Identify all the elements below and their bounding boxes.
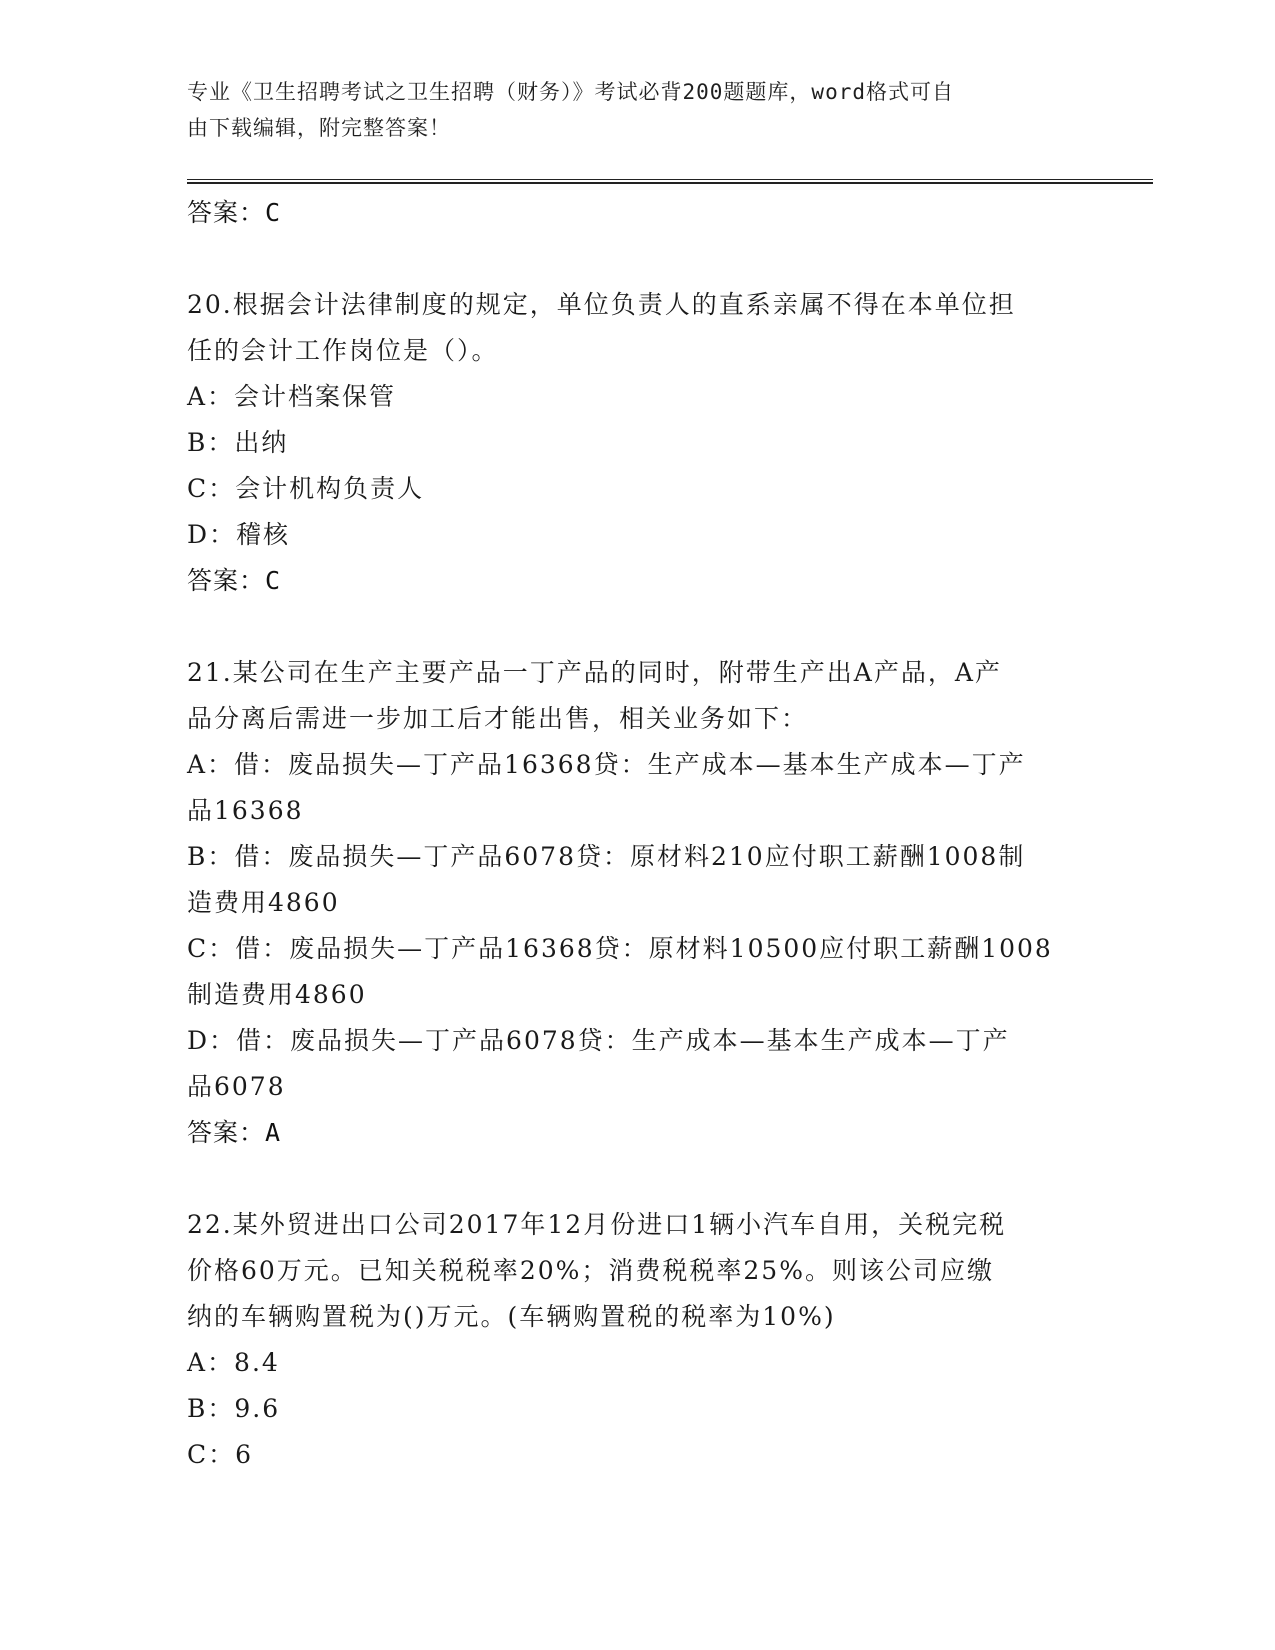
- question-22-text-1: 22.某外贸进出口公司2017年12月份进口1辆小汽车自用，关税完税: [187, 1210, 1007, 1239]
- question-21-option-a-1: A：借：废品损失—丁产品16368贷：生产成本—基本生产成本—丁产: [187, 750, 1026, 779]
- answer-20: 答案：C: [187, 566, 282, 595]
- header-divider-thick: [187, 182, 1153, 184]
- spacer: [187, 604, 1087, 650]
- question-22-option-b: B：9.6: [187, 1394, 281, 1423]
- question-20-option-c: C：会计机构负责人: [187, 474, 425, 503]
- question-21-option-b-1: B：借：废品损失—丁产品6078贷：原材料210应付职工薪酬1008制: [187, 842, 1026, 871]
- question-21-option-c-1: C：借：废品损失—丁产品16368贷：原材料10500应付职工薪酬1008: [187, 934, 1053, 963]
- question-21-text-1: 21.某公司在生产主要产品一丁产品的同时，附带生产出A产品，A产: [187, 658, 1002, 687]
- answer-21: 答案：A: [187, 1118, 282, 1147]
- question-21-option-a-2: 品16368: [187, 796, 304, 825]
- question-22: [187, 1202, 1087, 1478]
- spacer: [187, 1156, 1087, 1202]
- question-22-option-c: C：6: [187, 1440, 254, 1469]
- question-21-option-c-2: 制造费用4860: [187, 980, 367, 1009]
- question-20: [187, 282, 1087, 604]
- question-20-text-1: 20.根据会计法律制度的规定，单位负责人的直系亲属不得在本单位担: [187, 290, 1016, 319]
- question-21: [187, 650, 1087, 1156]
- question-20-option-d: D：稽核: [187, 520, 291, 549]
- question-21-option-d-1: D：借：废品损失—丁产品6078贷：生产成本—基本生产成本—丁产: [187, 1026, 1010, 1055]
- question-20-option-a: A：会计档案保管: [187, 382, 397, 411]
- document-header: [187, 74, 1067, 146]
- question-20-text-2: 任的会计工作岗位是（）。: [187, 336, 499, 365]
- answer-19: 答案：C: [187, 198, 282, 227]
- question-22-text-2: 价格60万元。已知关税税率20%；消费税税率25%。则该公司应缴: [187, 1256, 994, 1285]
- header-line-1: 专业《卫生招聘考试之卫生招聘（财务）》考试必背200题题库，word格式可自: [187, 80, 954, 104]
- question-content: [187, 190, 1087, 1478]
- question-20-option-b: B：出纳: [187, 428, 289, 457]
- question-21-option-b-2: 造费用4860: [187, 888, 340, 917]
- header-line-2: 由下载编辑，附完整答案！: [187, 116, 451, 140]
- question-21-text-2: 品分离后需进一步加工后才能出售，相关业务如下：: [187, 704, 809, 733]
- question-22-text-3: 纳的车辆购置税为()万元。(车辆购置税的税率为10%): [187, 1302, 836, 1331]
- header-divider-thin: [187, 179, 1153, 180]
- question-21-option-d-2: 品6078: [187, 1072, 286, 1101]
- question-22-option-a: A：8.4: [187, 1348, 280, 1377]
- spacer: [187, 236, 1087, 282]
